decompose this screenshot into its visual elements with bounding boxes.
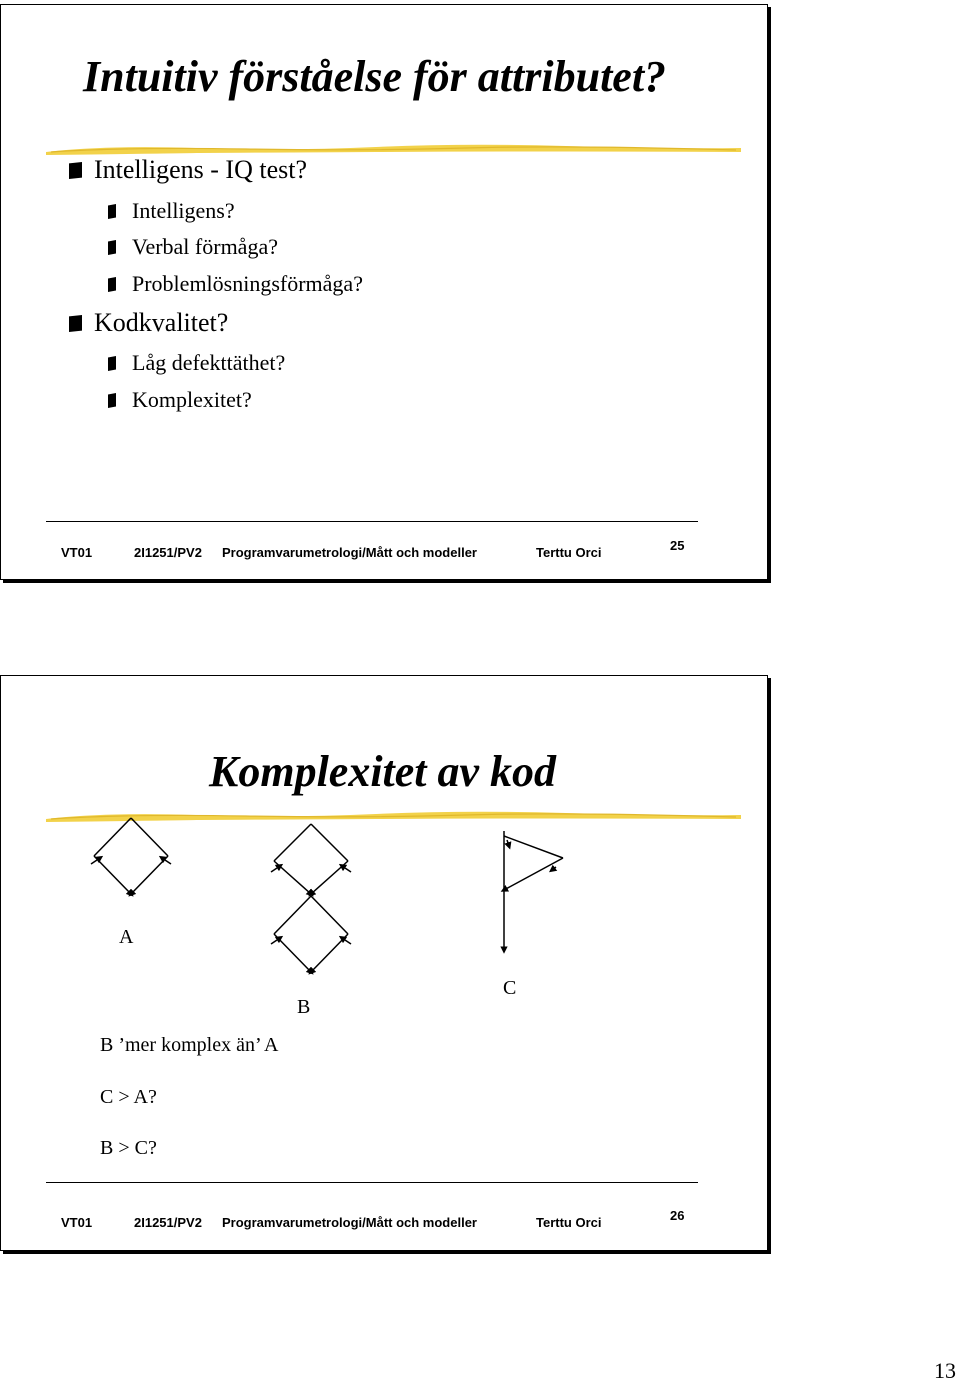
footer-rule xyxy=(46,521,698,522)
slide-title: Komplexitet av kod xyxy=(209,747,557,796)
footer-course-name: Programvarumetrologi/Mått och modeller xyxy=(222,545,477,560)
footer-course: VT01 xyxy=(61,1215,93,1230)
slide-number: 26 xyxy=(670,1208,685,1223)
footer-author: Terttu Orci xyxy=(536,1215,602,1230)
graph-label-b: B xyxy=(297,996,311,1018)
bullet-marker-icon xyxy=(69,162,82,179)
footer-code: 2I1251/PV2 xyxy=(134,545,202,560)
footer-course: VT01 xyxy=(61,545,93,560)
footer-author: Terttu Orci xyxy=(536,545,602,560)
comparison-text: B > C? xyxy=(100,1137,157,1159)
bullet-marker-icon xyxy=(108,204,116,219)
sub-bullet: Intelligens? xyxy=(108,198,235,224)
flow-graph-c xyxy=(504,831,563,950)
footer-course-name: Programvarumetrologi/Mått och modeller xyxy=(222,1215,477,1230)
bullet-marker-icon xyxy=(69,315,82,332)
bullet-marker-icon xyxy=(108,277,116,292)
graph-label-a: A xyxy=(119,926,134,948)
flow-graph-b xyxy=(271,824,351,972)
slide-25 xyxy=(0,4,768,580)
slide-26 xyxy=(0,675,768,1251)
sub-bullet: Låg defekttäthet? xyxy=(108,350,285,376)
sub-bullet: Verbal förmåga? xyxy=(108,234,278,260)
footer-code: 2I1251/PV2 xyxy=(134,1215,202,1230)
slide-title: Intuitiv förståelse för attributet? xyxy=(83,52,667,101)
flow-graph-a xyxy=(91,818,171,894)
sub-bullet: Komplexitet? xyxy=(108,387,252,413)
footer-rule xyxy=(46,1182,698,1183)
control-flow-graphs xyxy=(1,676,767,1250)
page-number: 13 xyxy=(934,1358,956,1383)
bullet-marker-icon xyxy=(108,393,116,408)
slide-number: 25 xyxy=(670,538,685,553)
bullet-code-quality: Kodkvalitet? xyxy=(69,308,228,338)
graph-label-c: C xyxy=(503,977,517,999)
bullet-intelligence: Intelligens - IQ test? xyxy=(69,155,307,185)
bullet-marker-icon xyxy=(108,240,116,255)
bullet-marker-icon xyxy=(108,356,116,371)
comparison-text: B ’mer komplex än’ A xyxy=(100,1034,279,1056)
comparison-text: C > A? xyxy=(100,1086,157,1108)
sub-bullet: Problemlösningsförmåga? xyxy=(108,271,363,297)
